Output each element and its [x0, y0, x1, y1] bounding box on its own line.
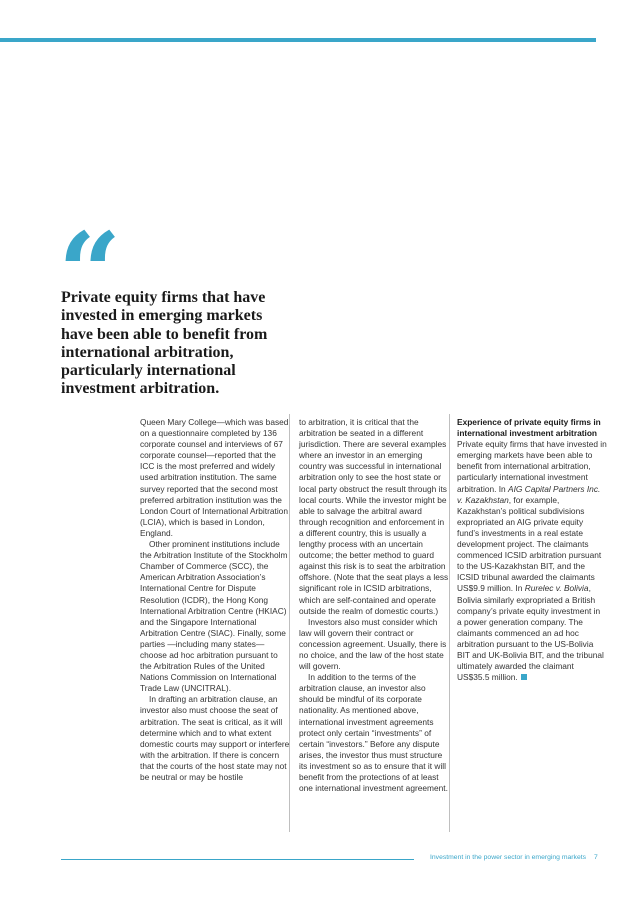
quote-mark-icon: “: [58, 208, 122, 337]
sidebar-text: , Bolivia similarly expropriated a British company’s private equity investment in a power generation company. The claimants commenced an ad hoc arbitration pursuant to the US-Bolivia BIT and UK-Bolivia BIT, and the tribunal ultimately awarded the claimant US$35.5 million.: [457, 583, 604, 683]
paragraph: In drafting an arbitration clause, an investor also must choose the seat of arbitration. The seat is critical, as it will determine which and to what extent domestic courts may support or interfere with the arbitration. If there is concern that the courts of the host state may not be neutral or may be hostile: [140, 694, 290, 782]
sidebar-box: [457, 417, 607, 683]
footer-rule: [61, 859, 414, 860]
pull-quote: Private equity firms that have invested in emerging markets have been able to benefit from international arbitration, particularly international investment arbitration.: [61, 289, 268, 398]
paragraph: to arbitration, it is critical that the arbitration be seated in a different jurisdiction. There are several examples where an investor in an emerging country was successful in international arbitration only to see the host state or local party obstruct the result through its local courts. While the investor might be able to salvage the arbitral award through recognition and enforcement in a different country, this is usually a lengthy process with an uncertain outcome; the better method to guard against this risk is to seat the arbitration offshore. (Note that the seat plays a less significant role in ICSID arbitrations, which are self-contained and operate outside the realm of domestic courts.): [299, 417, 449, 616]
case-name: AIG Capital Partners Inc. v. Kazakhstan: [457, 483, 601, 505]
paragraph: Investors also must consider which law will govern their contract or concession agreement. Usually, there is no choice, and the law of the host state will govern.: [299, 616, 447, 672]
paragraph: Queen Mary College—which was based on a questionnaire completed by 136 corporate counsel and interviews of 67 corporate counsel—reported that the ICC is the most preferred and widely used arbitration institution. The same survey reported that the second most preferred arbitration institution was the London Court of International Arbitration (LCIA), which is based in London, England.: [140, 417, 289, 538]
sidebar-text: Private equity firms that have invested in emerging markets have been able to benefit from international arbitration, particularly international investment arbitration. In: [457, 439, 607, 494]
top-accent-rule: [0, 38, 596, 42]
body-column-2: [299, 417, 449, 794]
column-divider: [449, 414, 450, 832]
footer-title: Investment in the power sector in emerging markets: [430, 854, 587, 861]
sidebar-heading: Experience of private equity firms in international investment arbitration: [457, 417, 601, 439]
paragraph: In addition to the terms of the arbitration clause, an investor also should be mindful of its corporate nationality. As mentioned above, international investment agreements protect only certain “investments” of certain “investors.” Before any dispute arises, the investor thus must structure its investment so as to ensure that it will benefit from the protections of at least one international investment agreement.: [299, 672, 448, 794]
paragraph: Other prominent institutions include the Arbitration Institute of the Stockholm Chamber of Commerce (SCC), the American Arbitration Association’s International Centre for Dispute Resolution (ICDR), the Hong Kong International Arbitration Centre (HKIAC) and the Singapore International Arbitration Centre (SIAC). Finally, some parties —including many states—choose ad hoc arbitration pursuant to the Arbitration Rules of the United Nations Commission on International Trade Law (UNCITRAL).: [140, 539, 288, 694]
body-column-1: [140, 417, 290, 783]
case-name: Rurelec v. Bolivia: [524, 583, 589, 594]
page-number: 7: [594, 854, 598, 861]
end-mark-icon: [521, 674, 527, 680]
sidebar-text: , for example, Kazakhstan’s political subdivisions expropriated an AIG private equity fund’s investments in a real estate development project. The claimants commenced ICSID arbitration pursuant to the US-Kazakhstan BIT, and the ICSID tribunal awarded the claimants US$9.9 million. In: [457, 494, 602, 594]
sidebar-paragraph: [457, 439, 607, 683]
